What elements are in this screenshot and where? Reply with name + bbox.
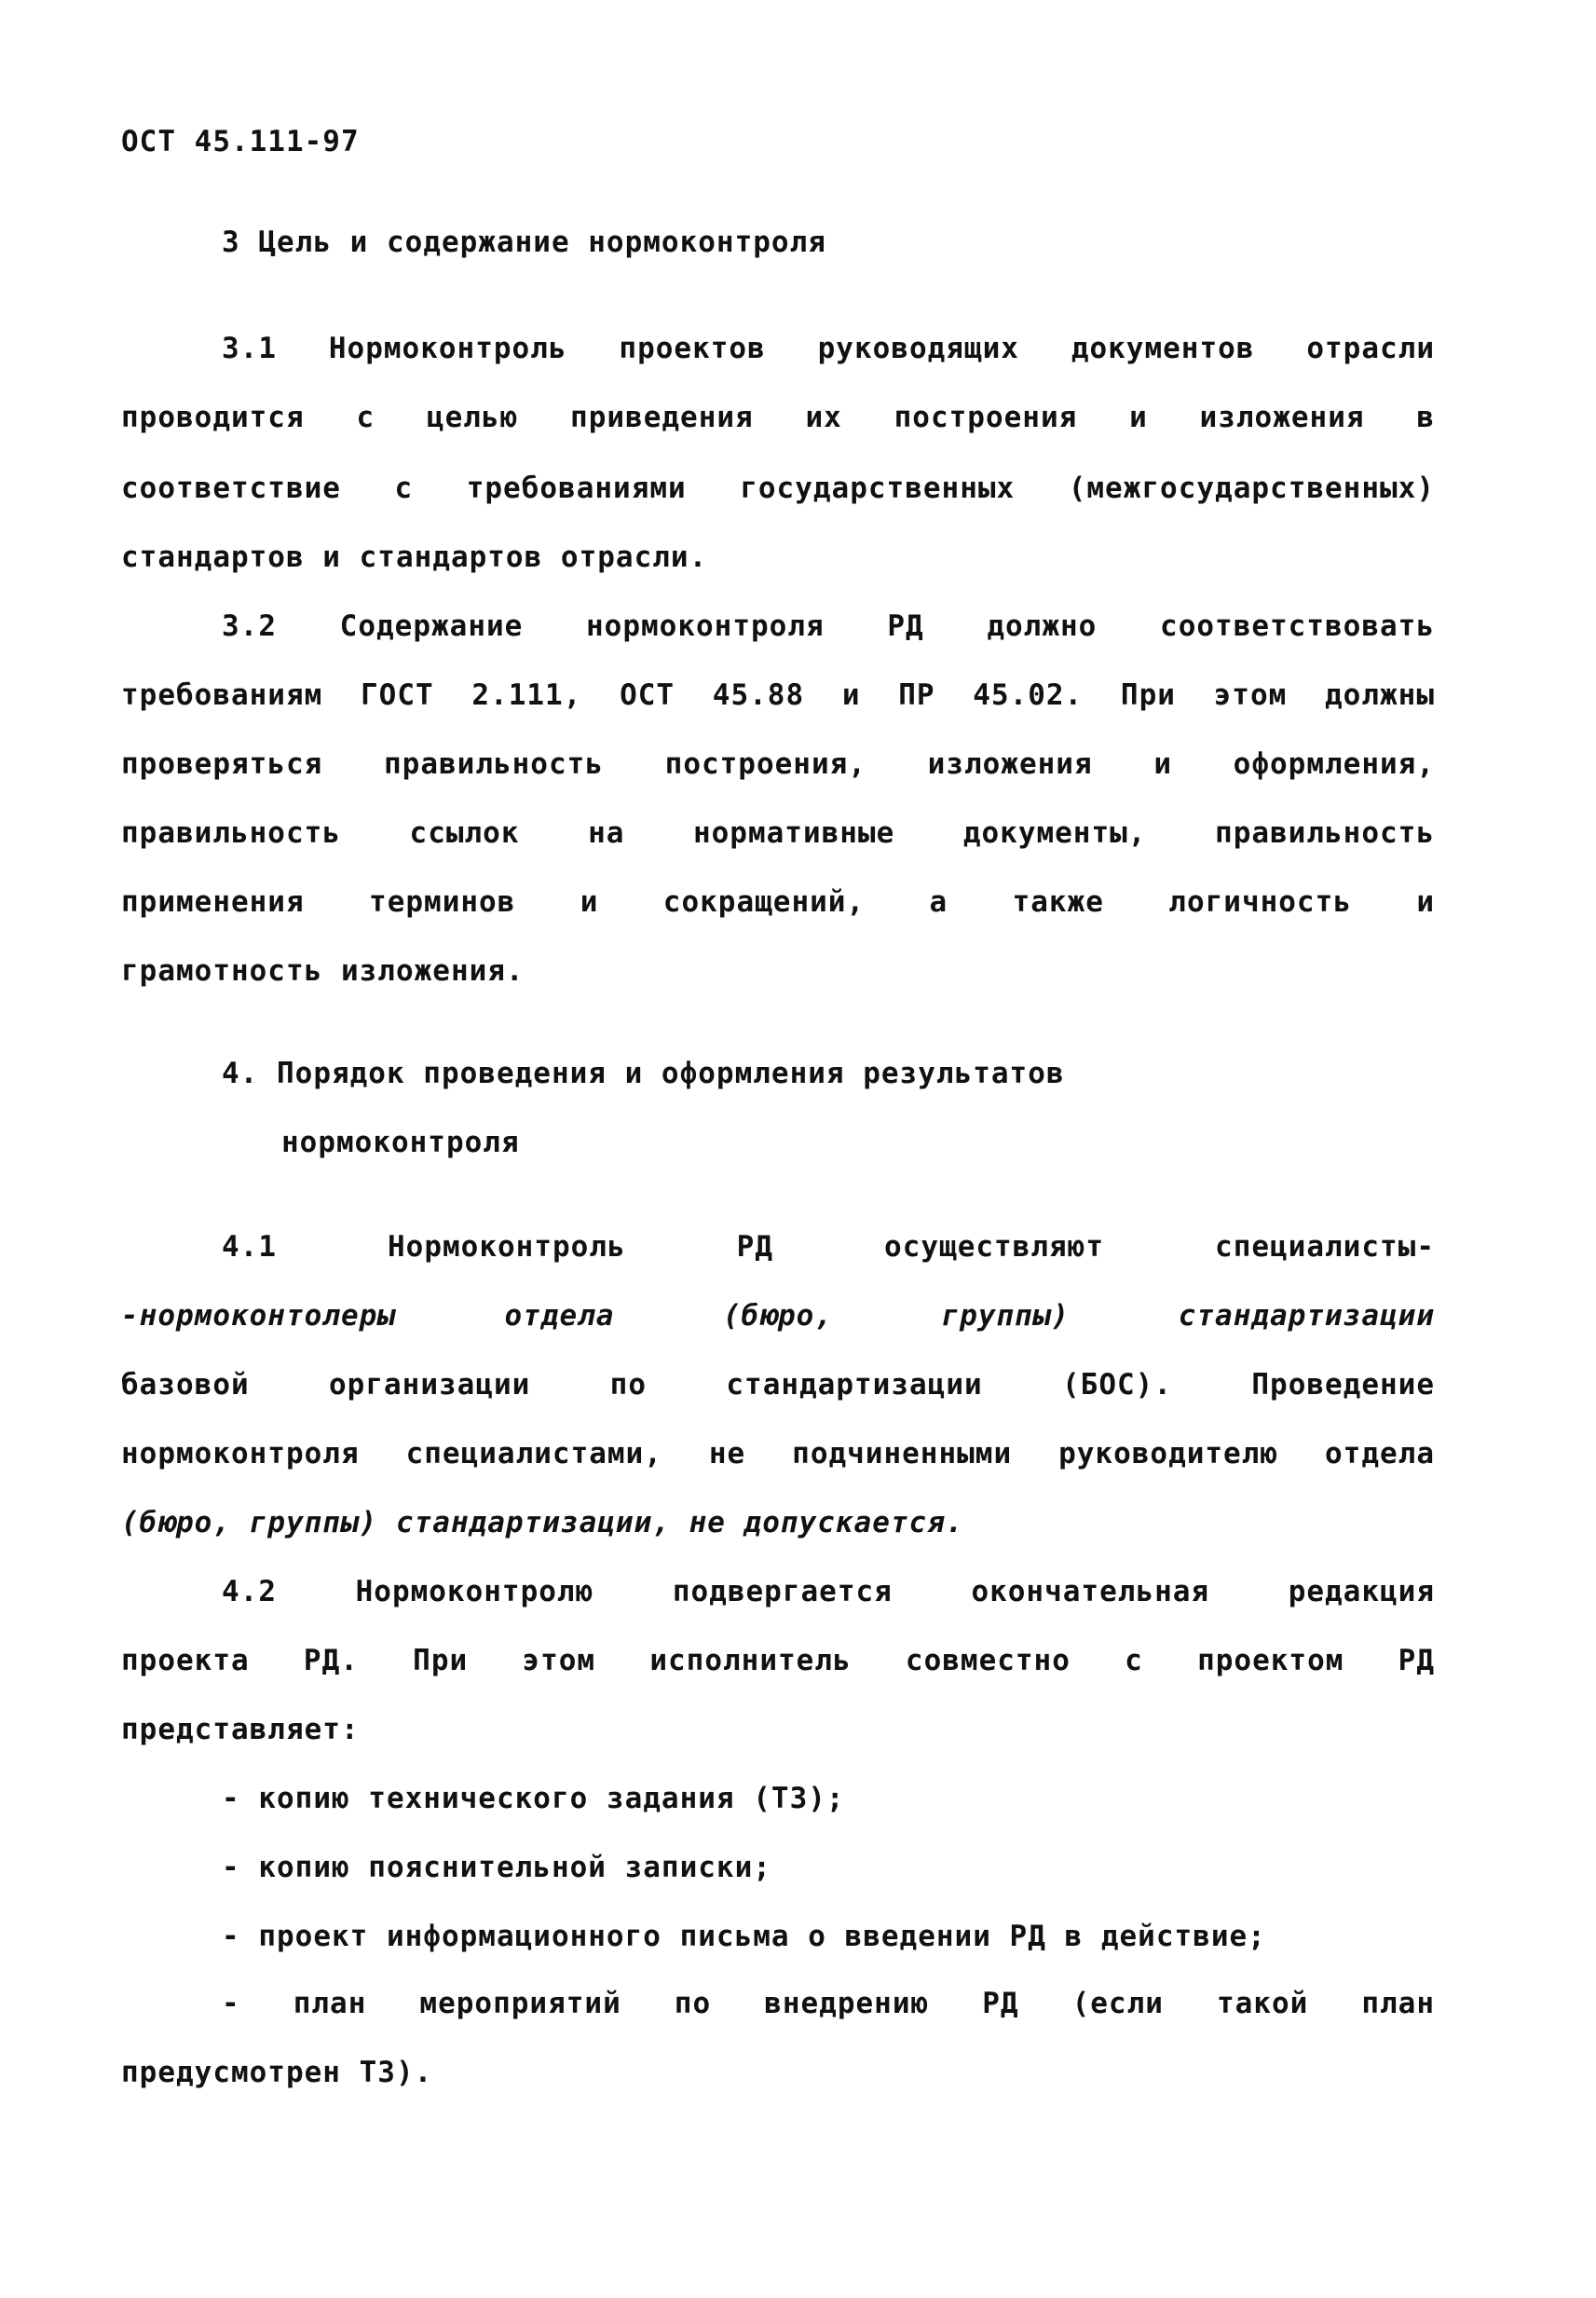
- paragraph-3-2-line-4: правильность ссылок на нормативные документы, правильность: [121, 816, 1435, 850]
- paragraph-4-2-line-2: проекта РД. При этом исполнитель совместно с проектом РД: [121, 1644, 1435, 1677]
- list-item-3: - проект информационного письма о введении РД в действие;: [222, 1920, 1266, 1953]
- list-item-4-line-2: предусмотрен ТЗ).: [121, 2056, 433, 2089]
- paragraph-4-2-line-1: 4.2 Нормоконтролю подвергается окончательная редакция: [222, 1575, 1435, 1608]
- section-4-title-line-1: 4. Порядок проведения и оформления результатов: [222, 1057, 1065, 1090]
- paragraph-3-1-line-2: проводится с целью приведения их построения и изложения в: [121, 401, 1435, 434]
- paragraph-4-1-line-5: (бюро, группы) стандартизации, не допускается.: [121, 1506, 964, 1539]
- paragraph-3-2-line-5: применения терминов и сокращений, а также логичность и: [121, 885, 1435, 919]
- document-code: ОСТ 45.111-97: [121, 125, 360, 158]
- paragraph-3-2-line-1: 3.2 Содержание нормоконтроля РД должно соответствовать: [222, 609, 1435, 643]
- paragraph-3-1-line-1: 3.1 Нормоконтроль проектов руководящих документов отрасли: [222, 332, 1435, 365]
- list-item-4-line-1: - план мероприятий по внедрению РД (если такой план: [222, 1987, 1435, 2020]
- paragraph-3-1-line-3: соответствие с требованиями государственных (межгосударственных): [121, 472, 1435, 505]
- paragraph-4-1-line-3: базовой организации по стандартизации (БОС). Проведение: [121, 1368, 1435, 1402]
- section-4-title-line-2: нормоконтроля: [281, 1126, 520, 1159]
- list-item-2: - копию пояснительной записки;: [222, 1851, 771, 1884]
- paragraph-4-1-line-2: -нормоконтолеры отдела (бюро, группы) стандартизации: [121, 1299, 1435, 1333]
- section-3-title: 3 Цель и содержание нормоконтроля: [222, 226, 826, 259]
- paragraph-4-1-line-4: нормоконтроля специалистами, не подчиненными руководителю отдела: [121, 1437, 1435, 1470]
- list-item-1: - копию технического задания (ТЗ);: [222, 1782, 845, 1815]
- paragraph-3-1-line-4: стандартов и стандартов отрасли.: [121, 540, 708, 574]
- paragraph-4-1-line-1: 4.1 Нормоконтроль РД осуществляют специалисты-: [222, 1230, 1435, 1264]
- paragraph-3-2-line-2: требованиям ГОСТ 2.111, ОСТ 45.88 и ПР 45.02. При этом должны: [121, 678, 1435, 712]
- paragraph-3-2-line-6: грамотность изложения.: [121, 954, 525, 988]
- paragraph-4-2-line-3: представляет:: [121, 1713, 360, 1746]
- paragraph-3-2-line-3: проверяться правильность построения, изложения и оформления,: [121, 747, 1435, 781]
